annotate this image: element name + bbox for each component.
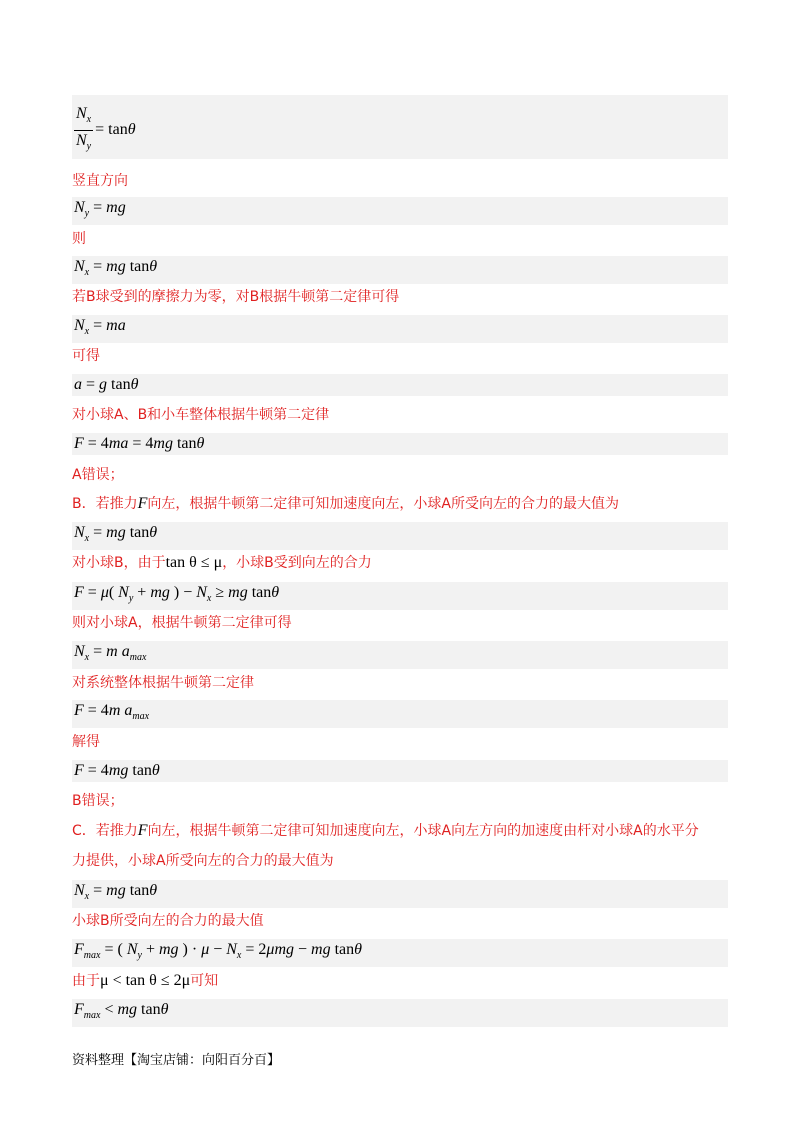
text-line: 由于μ < tan θ ≤ 2μ可知 [72,972,219,989]
text-line: 对系统整体根据牛顿第二定律 [72,675,254,691]
math-condition: tan θ ≤ μ [165,554,223,571]
math-condition-2: μ < tan θ ≤ 2μ [100,972,191,989]
text-line: 小球B所受向左的合力的最大值 [72,913,264,929]
equation-f-result: F = 4mg tanθ [72,760,728,782]
equation-f-4mamax: F = 4m $a_{max}$ [72,700,728,728]
footer-source: 资料整理【淘宝店铺：向阳百分百】 [72,1053,281,1068]
text-line: B错误； [72,793,124,809]
text-line: 力提供，小球A所受向左的合力的最大值为 [72,853,334,869]
equation-nx-amax: $N_x = m$ $a_{max}$ [72,641,728,669]
equation-nx-2: $N_x$ = mg tanθ [72,522,728,550]
equation-fmax: $F_{max}$ = ( $N_y$ + mg ) · $\mu - N_x = 2\mu mg$ − mg tanθ [72,939,728,967]
text-line: 对小球A、B和小车整体根据牛顿第二定律 [72,407,330,423]
text-line: 则对小球A，根据牛顿第二定律可得 [72,615,292,631]
text-line: A错误； [72,467,124,483]
text-line: B．若推力F向左，根据牛顿第二定律可知加速度向左，小球A所受向左的合力的最大值为 [72,495,619,512]
math-f: F [137,495,148,512]
text-line: C．若推力F向左，根据牛顿第二定律可知加速度向左，小球A向左方向的加速度由杆对小球A的水平分 [72,822,699,839]
equation-nx: $N_x$ = mg tanθ [72,256,728,284]
equation-nx-3: $N_x$ = mg tanθ [72,880,728,908]
equation-nx-ma: $N_x$ = ma [72,315,728,343]
text-line: 若B球受到的摩擦力为零，对B根据牛顿第二定律可得 [72,289,400,305]
text-line: 对小球B，由于tan θ ≤ μ，小球B受到向左的合力 [72,554,372,571]
equation-a: a = g tanθ [72,374,728,396]
text-line: 可得 [72,348,100,364]
text-line: 则 [72,231,86,247]
equation-f-4ma: F = 4ma = 4mg tanθ [72,433,728,455]
text-line: 竖直方向 [72,173,128,189]
equation-fmax-less: $F_{max}$ < mg tanθ [72,999,728,1027]
equation-ny: $N_y$ = mg [72,197,728,225]
equation-f-mu: F = μ( $N_y$ + mg ) − $N_x$ ≥ mg tanθ [72,582,728,610]
equation-ratio: $\frac{N_x}{N_y}$ = tanθ [72,95,728,159]
math-f: F [137,822,148,839]
text-line: 解得 [72,734,100,750]
